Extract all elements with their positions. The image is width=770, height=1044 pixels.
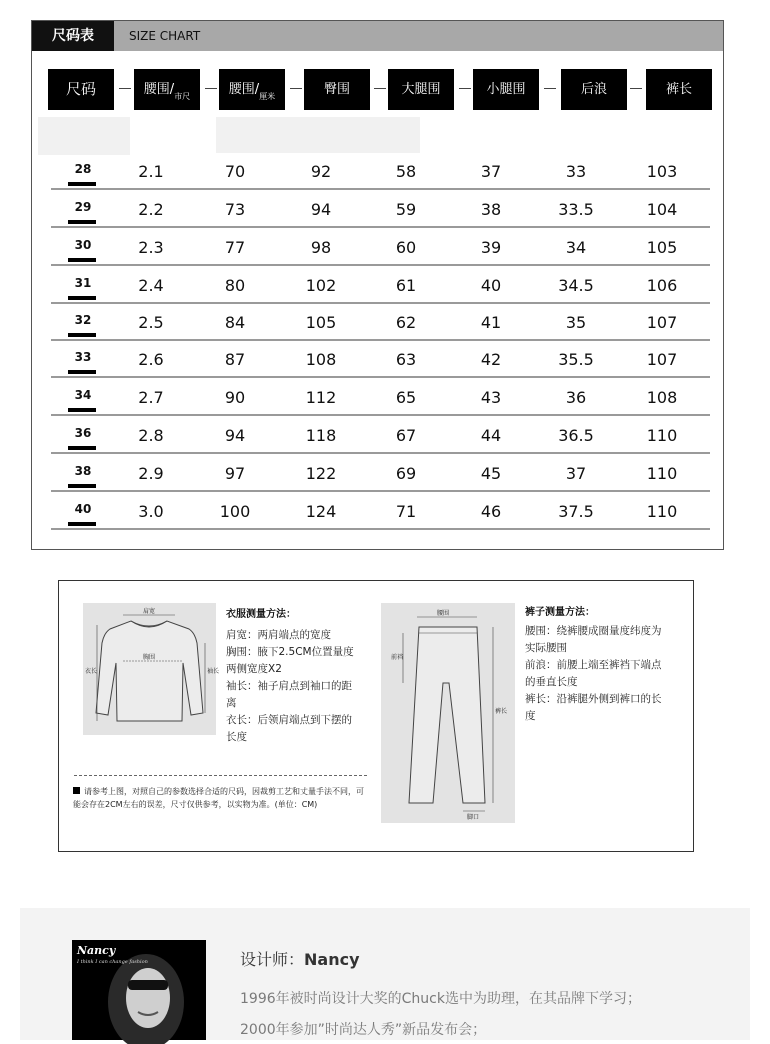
designer-photo — [72, 940, 206, 1040]
cell-waist-cm: 70 — [224, 162, 246, 181]
cell-length: 103 — [646, 162, 678, 181]
cell-thigh: 69 — [395, 464, 417, 483]
cell-rise: 35 — [565, 313, 587, 332]
table-row — [51, 304, 710, 341]
cell-hip: 105 — [305, 313, 337, 332]
shirt-label-sleeve: 袖长 — [207, 668, 220, 675]
cell-length: 107 — [646, 350, 678, 369]
shirt-measure-text — [226, 627, 376, 746]
size-value: 38 — [74, 464, 92, 478]
photo-tagline: I think I can change fashion — [77, 959, 148, 965]
cell-rise: 34.5 — [558, 276, 594, 295]
table-row — [51, 229, 710, 266]
size-underline — [68, 296, 96, 300]
cell-rise: 33.5 — [558, 200, 594, 219]
shirt-measure-line: 胸围：腋下2.5CM位置量度 — [226, 646, 354, 658]
pants-diagram — [381, 603, 515, 823]
column-header-unit: 厘米 — [259, 92, 276, 101]
size-chart-header — [32, 21, 723, 51]
shirt-measure-line: 肩宽：两肩端点的宽度 — [226, 629, 331, 641]
row-divider — [51, 264, 710, 266]
pants-label-waist: 腰围 — [437, 610, 450, 617]
table-row — [51, 417, 710, 454]
faint-placeholder — [38, 117, 130, 155]
cell-waist-cm: 97 — [224, 464, 246, 483]
shirt-measure-line: 两侧宽度X2 — [226, 663, 282, 675]
shirt-diagram — [83, 603, 220, 735]
table-row — [51, 341, 710, 378]
pants-measure-line: 腰围：绕裤腰成圈量度纬度为 — [525, 625, 662, 637]
designer-bio-line: 1996年被时尚设计大奖的Chuck选中为助理，在其品牌下学习； — [240, 991, 641, 1007]
size-underline — [68, 333, 96, 337]
cell-rise: 34 — [565, 238, 587, 257]
size-value: 33 — [74, 350, 92, 364]
column-header-label: 小腿围 — [486, 82, 526, 97]
size-underline — [68, 522, 96, 526]
measure-note-text: 请参考上图，对照自己的参数选择合适的尺码，因裁剪工艺和丈量手法不同，可能会存在2CM左右的误差，尺寸仅供参考，以实物为准。(单位：CM) — [73, 787, 364, 809]
row-divider — [51, 490, 710, 492]
cell-calf: 37 — [480, 162, 502, 181]
column-header — [134, 69, 200, 110]
cell-waist-chi: 2.1 — [138, 162, 164, 181]
pants-measure-line: 度 — [525, 710, 536, 722]
size-value: 31 — [74, 276, 92, 290]
cell-waist-cm: 84 — [224, 313, 246, 332]
cell-rise: 36.5 — [558, 426, 594, 445]
cell-calf: 45 — [480, 464, 502, 483]
cell-hip: 112 — [305, 388, 337, 407]
pants-label-length: 裤长 — [495, 708, 508, 715]
cell-thigh: 61 — [395, 276, 417, 295]
shirt-outline-icon — [83, 603, 220, 735]
size-value: 34 — [74, 388, 92, 402]
cell-length: 104 — [646, 200, 678, 219]
cell-hip: 102 — [305, 276, 337, 295]
cell-calf: 43 — [480, 388, 502, 407]
pants-measure-title: 裤子测量方法： — [525, 607, 595, 618]
cell-waist-chi: 2.2 — [138, 200, 164, 219]
cell-hip: 108 — [305, 350, 337, 369]
shirt-measure-title: 衣服测量方法： — [226, 609, 296, 620]
size-underline — [68, 370, 96, 374]
column-header-label: 腰围/ — [143, 82, 175, 97]
cell-length: 107 — [646, 313, 678, 332]
table-row — [51, 153, 710, 190]
table-row — [51, 379, 710, 416]
row-divider — [51, 188, 710, 190]
row-divider — [51, 226, 710, 228]
size-value: 29 — [74, 200, 92, 214]
bullet-icon — [73, 787, 80, 794]
cell-rise: 33 — [565, 162, 587, 181]
cell-hip: 94 — [310, 200, 332, 219]
cell-waist-cm: 90 — [224, 388, 246, 407]
cell-hip: 124 — [305, 502, 337, 521]
pants-outline-icon — [381, 603, 515, 823]
faint-placeholder — [216, 117, 420, 153]
cell-length: 106 — [646, 276, 678, 295]
cell-rise: 35.5 — [558, 350, 594, 369]
header-separator — [205, 88, 217, 89]
column-header-unit: 市尺 — [174, 92, 191, 101]
cell-waist-cm: 87 — [224, 350, 246, 369]
column-header — [219, 69, 285, 110]
cell-thigh: 62 — [395, 313, 417, 332]
table-row — [51, 191, 710, 228]
column-header-label: 臀围 — [323, 82, 350, 97]
size-value: 32 — [74, 313, 92, 327]
cell-hip: 118 — [305, 426, 337, 445]
cell-waist-chi: 2.6 — [138, 350, 164, 369]
cell-waist-cm: 94 — [224, 426, 246, 445]
table-row — [51, 267, 710, 304]
shirt-label-chest: 胸围 — [143, 654, 156, 661]
cell-waist-chi: 2.5 — [138, 313, 164, 332]
pants-measure-line: 实际腰围 — [525, 642, 567, 654]
designer-title-prefix: 设计师： — [240, 950, 305, 969]
column-header-label: 尺码 — [65, 80, 96, 98]
cell-waist-chi: 3.0 — [138, 502, 164, 521]
column-header-label: 大腿围 — [401, 82, 441, 97]
cell-thigh: 63 — [395, 350, 417, 369]
cell-waist-chi: 2.8 — [138, 426, 164, 445]
header-separator — [290, 88, 302, 89]
designer-title — [240, 947, 360, 970]
size-underline — [68, 408, 96, 412]
row-divider — [51, 414, 710, 416]
header-separator — [544, 88, 556, 89]
cell-length: 110 — [646, 464, 678, 483]
cell-calf: 38 — [480, 200, 502, 219]
column-header — [561, 69, 627, 110]
designer-name: Nancy — [304, 950, 360, 969]
size-value: 40 — [74, 502, 92, 516]
cell-waist-cm: 73 — [224, 200, 246, 219]
size-chart-title-en: SIZE CHART — [129, 29, 201, 43]
size-underline — [68, 220, 96, 224]
cell-thigh: 58 — [395, 162, 417, 181]
size-underline — [68, 484, 96, 488]
cell-length: 110 — [646, 426, 678, 445]
table-row — [51, 493, 710, 530]
size-chart-title-cn: 尺码表 — [32, 21, 114, 51]
header-separator — [459, 88, 471, 89]
cell-waist-chi: 2.9 — [138, 464, 164, 483]
cell-rise: 37.5 — [558, 502, 594, 521]
cell-calf: 46 — [480, 502, 502, 521]
cell-rise: 36 — [565, 388, 587, 407]
measure-note — [73, 785, 371, 811]
cell-thigh: 59 — [395, 200, 417, 219]
cell-calf: 42 — [480, 350, 502, 369]
size-value: 30 — [74, 238, 92, 252]
column-header — [48, 69, 114, 110]
pants-label-rise: 前裆 — [391, 654, 404, 661]
size-underline — [68, 258, 96, 262]
shirt-measure-line: 衣长：后领肩端点到下摆的 — [226, 714, 352, 726]
cell-length: 110 — [646, 502, 678, 521]
pants-measure-text — [525, 623, 685, 725]
designer-bio-line: 2000年参加”时尚达人秀”新品发布会； — [240, 1022, 487, 1038]
row-divider — [51, 528, 710, 530]
shirt-measure-line: 袖长：袖子肩点到袖口的距 — [226, 680, 352, 692]
pants-measure-line: 前浪：前腰上端至裤裆下端点 — [525, 659, 662, 671]
cell-waist-chi: 2.4 — [138, 276, 164, 295]
cell-thigh: 65 — [395, 388, 417, 407]
measure-guide — [58, 580, 694, 852]
size-underline — [68, 182, 96, 186]
cell-hip: 98 — [310, 238, 332, 257]
size-value: 36 — [74, 426, 92, 440]
cell-thigh: 67 — [395, 426, 417, 445]
row-divider — [51, 452, 710, 454]
cell-waist-cm: 77 — [224, 238, 246, 257]
cell-length: 105 — [646, 238, 678, 257]
header-separator — [374, 88, 386, 89]
row-divider — [51, 376, 710, 378]
cell-waist-cm: 100 — [219, 502, 251, 521]
cell-thigh: 60 — [395, 238, 417, 257]
cell-waist-chi: 2.7 — [138, 388, 164, 407]
cell-waist-cm: 80 — [224, 276, 246, 295]
shirt-label-length: 衣长 — [85, 668, 98, 675]
pants-measure-line: 裤长：沿裤腿外侧到裤口的长 — [525, 693, 662, 705]
pants-measure-line: 的垂直长度 — [525, 676, 578, 688]
cell-calf: 41 — [480, 313, 502, 332]
pants-label-hem: 脚口 — [467, 814, 480, 821]
divider — [74, 775, 367, 776]
column-header-label: 后浪 — [580, 82, 607, 97]
shirt-measure-line: 长度 — [226, 731, 247, 743]
cell-thigh: 71 — [395, 502, 417, 521]
shirt-label-shoulder: 肩宽 — [143, 608, 156, 615]
cell-calf: 39 — [480, 238, 502, 257]
size-underline — [68, 446, 96, 450]
column-header-label: 腰围/ — [228, 82, 260, 97]
column-header — [473, 69, 539, 110]
column-header — [304, 69, 370, 110]
shirt-measure-line: 离 — [226, 697, 237, 709]
cell-rise: 37 — [565, 464, 587, 483]
size-value: 28 — [74, 162, 92, 176]
column-header — [646, 69, 712, 110]
designer-section — [20, 908, 750, 1040]
header-separator — [119, 88, 131, 89]
cell-hip: 92 — [310, 162, 332, 181]
cell-hip: 122 — [305, 464, 337, 483]
column-header-label: 裤长 — [665, 82, 692, 97]
cell-waist-chi: 2.3 — [138, 238, 164, 257]
photo-brand-text: Nancy — [77, 944, 116, 957]
cell-calf: 44 — [480, 426, 502, 445]
column-header — [388, 69, 454, 110]
size-chart — [31, 20, 724, 550]
cell-calf: 40 — [480, 276, 502, 295]
header-separator — [630, 88, 642, 89]
cell-length: 108 — [646, 388, 678, 407]
table-row — [51, 455, 710, 492]
